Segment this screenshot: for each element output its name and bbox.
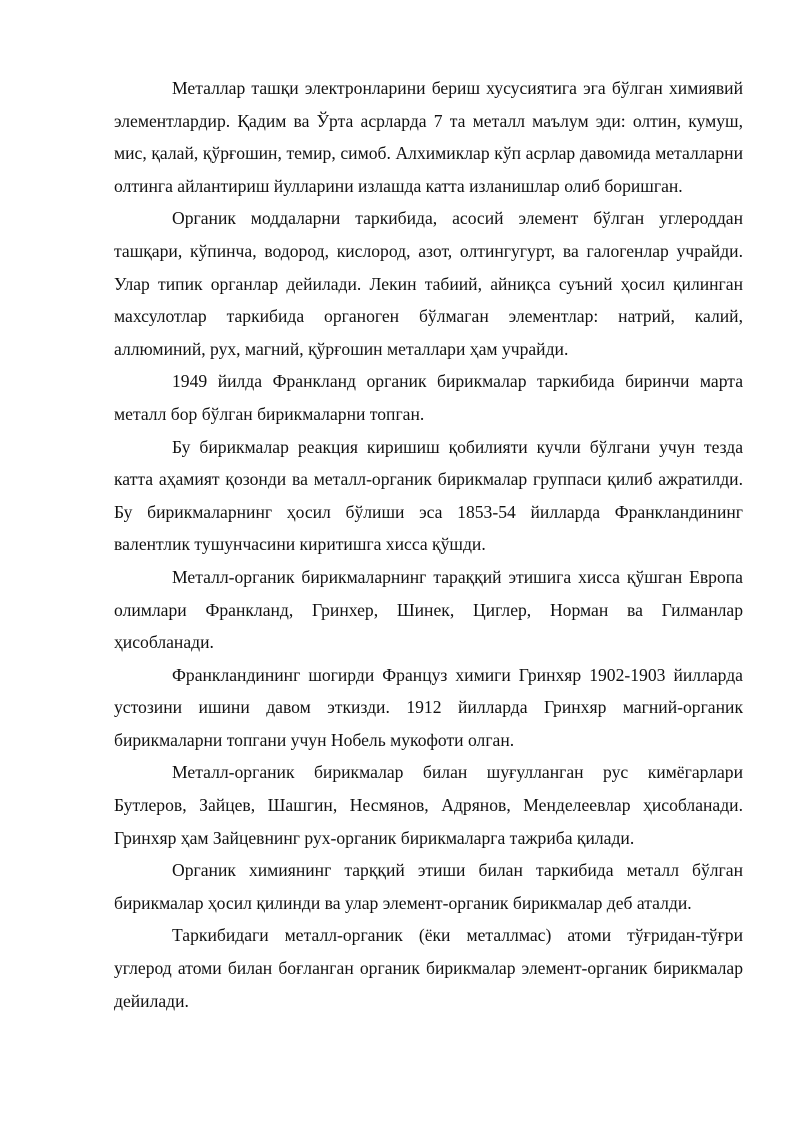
paragraph-organic-elements: Органик моддаларни таркибида, асосий элемент бўлган углероддан ташқари, кўпинча, водород, кислород, азот, олтингугурт, ва галогенлар учрайди. Улар типик органлар дейилади. Лекин табиий, айниқса суъний ҳосил қилинган махсулотлар таркибида органоген бўлмаган элементлар: натрий, калий, аллюминий, рух, магний, қўрғошин металлари ҳам учрайди. <box>114 208 743 359</box>
paragraph-metals-intro: Металлар ташқи электронларини бериш хусусиятига эга бўлган химиявий элементлардир. Қадим ва Ўрта асрларда 7 та металл маълум эди: олтин, кумуш, мис, қалай, қўрғошин, темир, симоб. Алхимиклар кўп асрлар давомида металларни олтинга айлантириш йулларини излашда катта изланишлар олиб боришган. <box>114 78 743 196</box>
paragraph-frankland-1949: 1949 йилда Франкланд органик бирикмалар таркибида биринчи марта металл бор бўлган бирикмаларни топган. <box>114 371 743 424</box>
paragraph-reactivity: Бу бирикмалар реакция киришиш қобилияти кучли бўлгани учун тезда катта аҳамият қозонди ва металл-органик бирикмалар группаси қилиб ажратилди. Бу бирикмаларнинг ҳосил бўлиши эса 1853-54 йилларда Франкландининг валентлик тушунчасини киритишга хисса қўшди. <box>114 436 743 555</box>
document-page <box>114 72 743 1017</box>
paragraph-russian-chemists: Металл-органик бирикмалар билан шуғулланган рус кимёгарлари Бутлеров, Зайцев, Шашгин, Несмянов, Адрянов, Менделеевлар ҳисобланади. Гринхяр ҳам Зайцевнинг рух-органик бирикмаларга тажриба қилади. <box>114 762 743 848</box>
paragraph-definition: Таркибидаги металл-органик (ёки металлмас) атоми тўғридан-тўғри углерод атоми билан боғланган органик бирикмалар элемент-органик бирикмалар дейилади. <box>114 925 743 1011</box>
paragraph-grignard: Франкландининг шогирди Француз химиги Гринхяр 1902-1903 йилларда устозини ишини давом эткизди. 1912 йилларда Гринхяр магний-органик бирикмаларни топгани учун Нобель мукофоти олган. <box>114 664 743 750</box>
paragraph-element-organic: Органик химиянинг тарққий этиши билан таркибида металл бўлган бирикмалар ҳосил қилинди ва улар элемент-органик бирикмалар деб аталди. <box>114 860 743 913</box>
paragraph-european-scientists: Металл-органик бирикмаларнинг тараққий этишига хисса қўшган Европа олимлари Франкланд, Гринхер, Шинек, Циглер, Норман ва Гилманлар ҳисобланади. <box>114 566 743 653</box>
